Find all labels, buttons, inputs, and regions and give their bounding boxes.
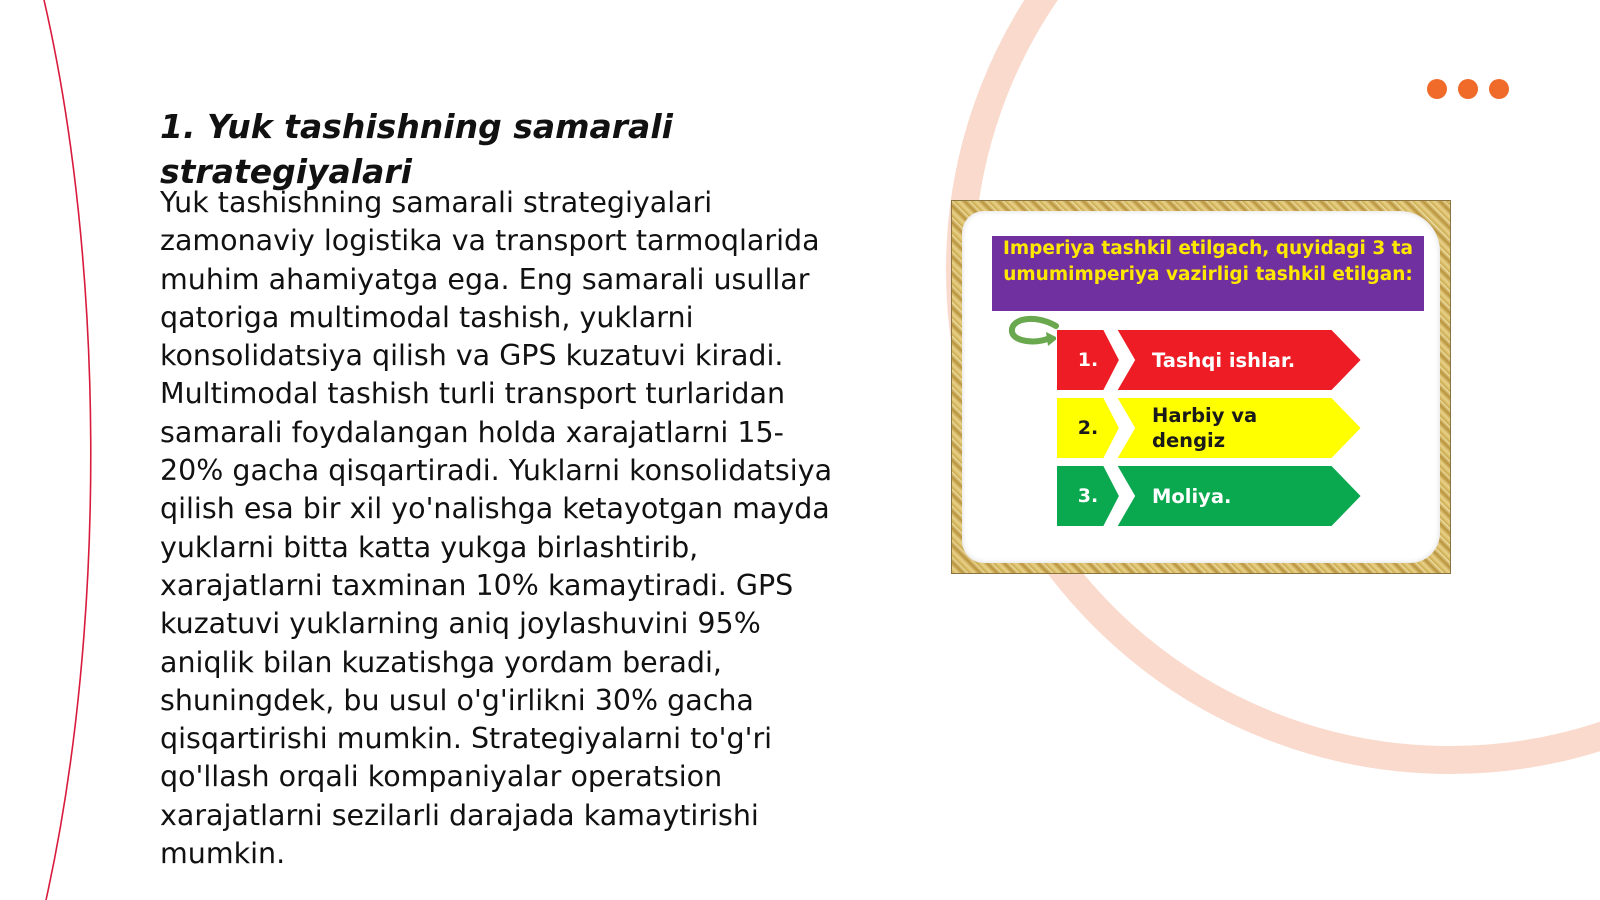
list-item-label: Harbiy va dengiz [1152,404,1258,452]
list-item-number: 2. [1077,417,1099,439]
ministries-picture [951,200,1451,574]
dot [1458,79,1478,99]
list-item-3 [1056,465,1362,527]
slide-title: 1. Yuk tashishning samarali strategiyalari [160,107,673,191]
dot [1489,79,1509,99]
list-item-label: Tashqi ishlar. [1152,348,1296,372]
three-dots-icon [1427,79,1509,99]
list-item-1 [1056,329,1362,391]
list-item-number: 3. [1077,485,1099,507]
picture-frame [962,211,1440,563]
picture-header-text: Imperiya tashkil etilgach, quyidagi 3 ta umumimperiya vazirligi tashkil etilgan: [1003,238,1413,285]
decorative-left-curve [0,0,120,900]
dot [1427,79,1447,99]
list-item-label: Moliya. [1152,484,1232,508]
list-item-number: 1. [1077,349,1099,371]
list-item-2 [1056,397,1362,459]
slide-body-text: Yuk tashishning samarali strategiyalari zamonaviy logistika va transport tarmoqlarida muhim ahamiyatga ega. Eng samarali usullar qatoriga multimodal tashish, yuklarni konsolidatsiya qilish va GPS kuzatuvi kiradi. Multimodal tashish turli transport turlaridan samarali foydalangan holda xarajatlarni 15-20% gacha qisqartiradi. Yuklarni konsolidatsiya qilish esa bir xil yo'nalishga ketayotgan mayda yuklarni bitta katta yukga birlashtirib, xarajatlarni taxminan 10% kamaytiradi. GPS kuzatuvi yuklarning aniq joylashuvini 95% aniqlik bilan kuzatishga yordam beradi, shuningdek, bu usul o'g'irlikni 30% gacha qisqartirishi mumkin. Strategiyalarni to'g'ri qo'llash orqali kompaniyalar operatsion xarajatlarni sezilarli darajada kamaytirishi mumkin. [160,186,833,871]
picture-header [992,236,1424,311]
